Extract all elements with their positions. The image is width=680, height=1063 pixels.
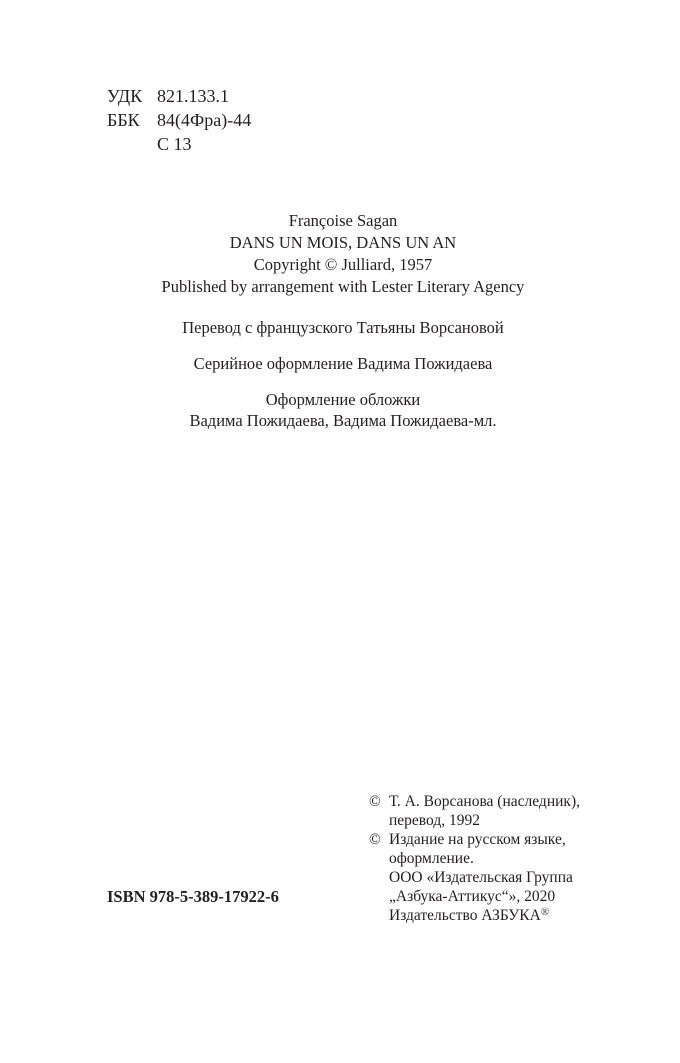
author-mark-row: [107, 132, 251, 156]
cover-design-credit: [0, 389, 680, 431]
original-title: DANS UN MOIS, DANS UN AN: [229, 233, 457, 252]
isbn: ISBN 978-5-389-17922-6: [107, 887, 279, 906]
copyright-symbol: ©: [369, 831, 381, 848]
edition-copyright-line2: оформление.: [389, 850, 474, 867]
edition-copyright: [369, 830, 580, 868]
bbk-label: ББК: [107, 110, 140, 130]
translation-copyright-line1: Т. А. Ворсанова (наследник),: [389, 793, 580, 810]
registered-mark: ®: [540, 906, 550, 918]
classification-block: [107, 84, 251, 156]
arrangement-notice: Published by arrangement with Lester Literary Agency: [161, 277, 525, 296]
original-author: Françoise Sagan: [288, 211, 398, 230]
bbk-row: [107, 108, 251, 132]
series-design-line: Серийное оформление Вадима Пожидаева: [193, 354, 493, 373]
translation-copyright-line2: перевод, 1992: [389, 812, 480, 829]
publisher-copyright: [369, 868, 580, 925]
translator-line: Перевод с французского Татьяны Ворсановой: [182, 318, 504, 337]
publisher-line2: „Азбука-Аттикус“», 2020: [389, 888, 556, 905]
series-design-credit: [0, 353, 680, 375]
publisher-line3-wrap: [389, 906, 580, 925]
publisher-line1: ООО «Издательская Группа: [389, 869, 573, 886]
cover-design-label: Оформление обложки: [265, 390, 421, 409]
udk-row: [107, 84, 251, 108]
copyright-block: [369, 792, 580, 925]
cover-design-names: Вадима Пожидаева, Вадима Пожидаева-мл.: [189, 411, 497, 430]
original-copyright: Copyright © Julliard, 1957: [253, 255, 433, 274]
original-edition-block: [0, 210, 680, 298]
author-mark: С 13: [157, 134, 192, 154]
bbk-value: 84(4Фра)-44: [157, 110, 252, 130]
udk-label: УДК: [107, 86, 143, 106]
translation-credit: [0, 317, 680, 339]
udk-value: 821.133.1: [157, 86, 229, 106]
edition-copyright-line1: Издание на русском языке,: [389, 831, 566, 848]
translation-copyright: [369, 792, 580, 830]
publisher-line3: Издательство АЗБУКА: [389, 907, 541, 924]
copyright-symbol: ©: [369, 793, 381, 810]
